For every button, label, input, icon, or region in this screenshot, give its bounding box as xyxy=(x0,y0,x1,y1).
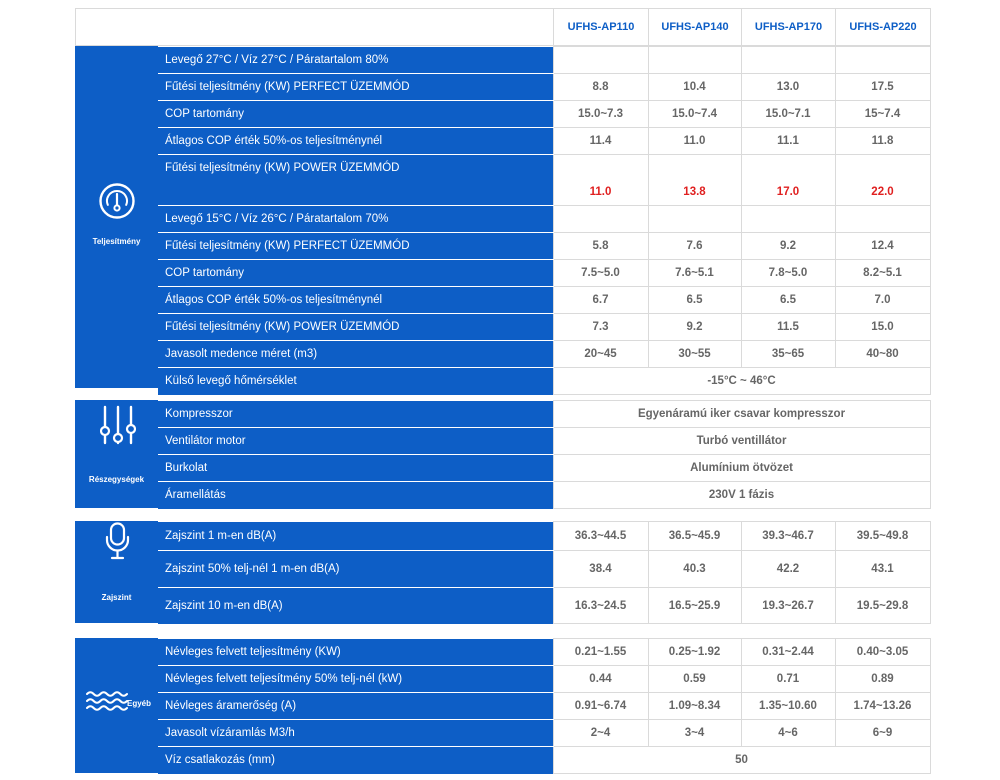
empty-value-cell xyxy=(553,206,648,233)
value-ap110: 20~45 xyxy=(553,341,648,368)
value-ap220: 12.4 xyxy=(835,233,930,260)
value-ap140: 30~55 xyxy=(648,341,741,368)
value-ap140: 3~4 xyxy=(648,720,741,747)
components-table xyxy=(158,400,931,509)
row-label: Fűtési teljesítmény (KW) POWER ÜZEMMÓD xyxy=(158,314,553,341)
noise-section xyxy=(75,521,930,623)
value-ap140: 1.09~8.34 xyxy=(648,693,741,720)
table-row xyxy=(158,588,930,624)
row-label: Fűtési teljesítmény (KW) POWER ÜZEMMÓD xyxy=(158,155,553,206)
row-label: Átlagos COP érték 50%-os teljesítménynél xyxy=(158,128,553,155)
other-table xyxy=(158,638,931,774)
row-label: Kompresszor xyxy=(158,401,553,428)
table-row xyxy=(158,368,930,395)
value-ap140: 7.6~5.1 xyxy=(648,260,741,287)
shared-value-cell: Turbó ventillátor xyxy=(553,428,930,455)
table-row xyxy=(158,720,930,747)
value-ap140: 9.2 xyxy=(648,314,741,341)
value-ap140: 11.0 xyxy=(648,128,741,155)
value-ap110: 8.8 xyxy=(553,74,648,101)
value-ap220: 6~9 xyxy=(835,720,930,747)
table-row xyxy=(158,101,930,128)
row-label: COP tartomány xyxy=(158,260,553,287)
components-section xyxy=(75,400,930,508)
value-ap170: 7.8~5.0 xyxy=(741,260,835,287)
table-row xyxy=(158,74,930,101)
row-label: Áramellátás xyxy=(158,482,553,509)
value-ap170: 42.2 xyxy=(741,551,835,588)
value-ap140: 0.25~1.92 xyxy=(648,639,741,666)
components-section-title: Részegységek xyxy=(88,475,145,484)
value-ap110: 6.7 xyxy=(553,287,648,314)
value-ap140: 10.4 xyxy=(648,74,741,101)
empty-value-cell xyxy=(648,47,741,74)
other-section-title: Egyéb xyxy=(127,699,152,708)
value-ap110: 16.3~24.5 xyxy=(553,588,648,624)
row-label: Névleges felvett teljesítmény (KW) xyxy=(158,639,553,666)
row-label: Névleges felvett teljesítmény 50% telj-nél (kW) xyxy=(158,666,553,693)
row-label: Zajszint 50% telj-nél 1 m-en dB(A) xyxy=(158,551,553,588)
table-row xyxy=(158,206,930,233)
empty-value-cell xyxy=(553,47,648,74)
model-header-ap140: UFHS-AP140 xyxy=(649,9,742,46)
value-ap220: 15.0 xyxy=(835,314,930,341)
value-ap110: 36.3~44.5 xyxy=(553,522,648,551)
value-ap110: 0.44 xyxy=(553,666,648,693)
table-row xyxy=(158,155,930,206)
table-row xyxy=(158,666,930,693)
table-row xyxy=(158,482,930,509)
value-ap170: 13.0 xyxy=(741,74,835,101)
empty-value-cell xyxy=(835,206,930,233)
row-label: Zajszint 10 m-en dB(A) xyxy=(158,588,553,624)
value-ap140: 6.5 xyxy=(648,287,741,314)
row-label: Javasolt medence méret (m3) xyxy=(158,341,553,368)
value-ap110: 11.4 xyxy=(553,128,648,155)
value-ap170: 0.71 xyxy=(741,666,835,693)
table-row xyxy=(158,639,930,666)
empty-value-cell xyxy=(648,206,741,233)
other-icon-column xyxy=(75,638,158,773)
value-ap170: 4~6 xyxy=(741,720,835,747)
value-ap170: 39.3~46.7 xyxy=(741,522,835,551)
shared-value-cell: 50 xyxy=(553,747,930,774)
table-row xyxy=(158,233,930,260)
value-ap140: 15.0~7.4 xyxy=(648,101,741,128)
table-row xyxy=(158,522,930,551)
table-row xyxy=(158,693,930,720)
value-ap140: 16.5~25.9 xyxy=(648,588,741,624)
value-ap140: 40.3 xyxy=(648,551,741,588)
value-ap110: 0.21~1.55 xyxy=(553,639,648,666)
value-ap170: 11.5 xyxy=(741,314,835,341)
value-ap220: 39.5~49.8 xyxy=(835,522,930,551)
row-label: Burkolat xyxy=(158,455,553,482)
value-ap110: 38.4 xyxy=(553,551,648,588)
value-ap220: 15~7.4 xyxy=(835,101,930,128)
value-ap110: 2~4 xyxy=(553,720,648,747)
gauge-icon xyxy=(98,182,136,220)
table-row xyxy=(158,455,930,482)
value-ap140: 0.59 xyxy=(648,666,741,693)
highlight-value-ap140: 13.8 xyxy=(648,155,741,206)
value-ap220: 1.74~13.26 xyxy=(835,693,930,720)
table-row xyxy=(158,428,930,455)
row-label: Javasolt vízáramlás M3/h xyxy=(158,720,553,747)
empty-value-cell xyxy=(741,47,835,74)
highlight-value-ap220: 22.0 xyxy=(835,155,930,206)
empty-value-cell xyxy=(835,47,930,74)
waves-icon xyxy=(86,689,128,712)
value-ap220: 40~80 xyxy=(835,341,930,368)
performance-table xyxy=(158,46,931,395)
value-ap170: 1.35~10.60 xyxy=(741,693,835,720)
noise-icon-column xyxy=(75,521,158,623)
performance-icon-column xyxy=(75,46,158,388)
performance-section xyxy=(75,46,930,388)
highlight-value-ap170: 17.0 xyxy=(741,155,835,206)
other-section xyxy=(75,638,930,773)
table-row xyxy=(158,747,930,774)
value-ap170: 9.2 xyxy=(741,233,835,260)
row-label: Fűtési teljesítmény (KW) PERFECT ÜZEMMÓD xyxy=(158,74,553,101)
shared-value-cell: -15°C ~ 46°C xyxy=(553,368,930,395)
value-ap140: 7.6 xyxy=(648,233,741,260)
value-ap220: 8.2~5.1 xyxy=(835,260,930,287)
microphone-icon xyxy=(105,522,130,560)
value-ap220: 0.89 xyxy=(835,666,930,693)
table-header xyxy=(75,8,930,46)
value-ap170: 35~65 xyxy=(741,341,835,368)
table-row xyxy=(158,314,930,341)
noise-table xyxy=(158,521,931,624)
model-header-ap220: UFHS-AP220 xyxy=(836,9,931,46)
shared-value-cell: Alumínium ötvözet xyxy=(553,455,930,482)
value-ap220: 19.5~29.8 xyxy=(835,588,930,624)
table-row xyxy=(158,128,930,155)
sliders-icon xyxy=(100,405,136,445)
model-header-ap170: UFHS-AP170 xyxy=(742,9,836,46)
row-label: Fűtési teljesítmény (KW) PERFECT ÜZEMMÓD xyxy=(158,233,553,260)
value-ap220: 17.5 xyxy=(835,74,930,101)
value-ap110: 7.5~5.0 xyxy=(553,260,648,287)
empty-value-cell xyxy=(741,206,835,233)
value-ap170: 6.5 xyxy=(741,287,835,314)
noise-section-title: Zajszint xyxy=(101,593,132,602)
value-ap140: 36.5~45.9 xyxy=(648,522,741,551)
row-label: Külső levegő hőmérséklet xyxy=(158,368,553,395)
row-label: Levegő 27°C / Víz 27°C / Páratartalom 80% xyxy=(158,47,553,74)
row-label: Átlagos COP érték 50%-os teljesítménynél xyxy=(158,287,553,314)
value-ap110: 7.3 xyxy=(553,314,648,341)
highlight-value-ap110: 11.0 xyxy=(553,155,648,206)
value-ap110: 5.8 xyxy=(553,233,648,260)
shared-value-cell: 230V 1 fázis xyxy=(553,482,930,509)
value-ap110: 0.91~6.74 xyxy=(553,693,648,720)
row-label: Zajszint 1 m-en dB(A) xyxy=(158,522,553,551)
value-ap170: 19.3~26.7 xyxy=(741,588,835,624)
table-row xyxy=(158,551,930,588)
table-row xyxy=(158,287,930,314)
header-table xyxy=(75,8,931,46)
row-label: Víz csatlakozás (mm) xyxy=(158,747,553,774)
header-empty-cell xyxy=(76,9,554,46)
table-row xyxy=(158,260,930,287)
value-ap170: 0.31~2.44 xyxy=(741,639,835,666)
model-header-ap110: UFHS-AP110 xyxy=(554,9,649,46)
value-ap170: 11.1 xyxy=(741,128,835,155)
performance-section-title: Teljesítmény xyxy=(92,237,141,246)
row-label: Levegő 15°C / Víz 26°C / Páratartalom 70% xyxy=(158,206,553,233)
row-label: COP tartomány xyxy=(158,101,553,128)
table-row xyxy=(158,47,930,74)
value-ap220: 0.40~3.05 xyxy=(835,639,930,666)
header-row xyxy=(76,9,931,46)
value-ap220: 11.8 xyxy=(835,128,930,155)
table-row xyxy=(158,401,930,428)
components-icon-column xyxy=(75,400,158,508)
value-ap220: 43.1 xyxy=(835,551,930,588)
row-label: Névleges áramerőség (A) xyxy=(158,693,553,720)
row-label: Ventilátor motor xyxy=(158,428,553,455)
value-ap110: 15.0~7.3 xyxy=(553,101,648,128)
table-row xyxy=(158,341,930,368)
value-ap170: 15.0~7.1 xyxy=(741,101,835,128)
value-ap220: 7.0 xyxy=(835,287,930,314)
shared-value-cell: Egyenáramú iker csavar kompresszor xyxy=(553,401,930,428)
